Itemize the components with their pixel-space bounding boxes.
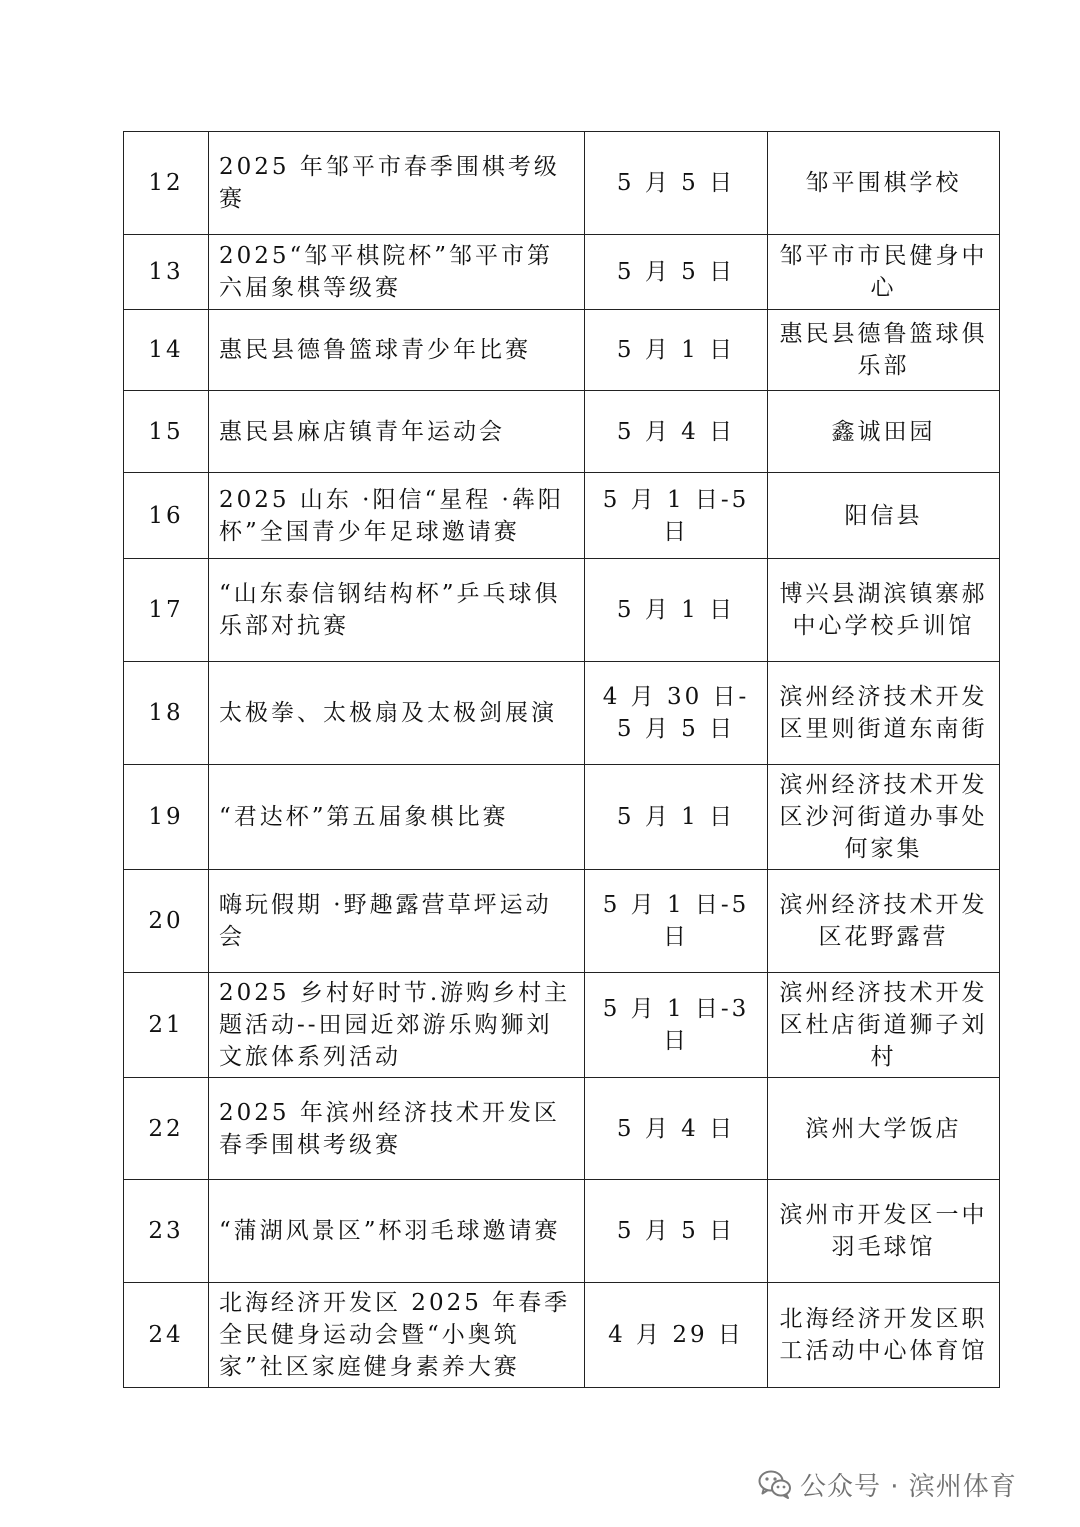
event-venue: 北海经济开发区职工活动中心体育馆 <box>768 1283 1000 1388</box>
event-name: 北海经济开发区 2025 年春季全民健身运动会暨“小奥筑家”社区家庭健身素养大赛 <box>209 1283 585 1388</box>
table-row <box>124 765 1000 870</box>
event-name: “山东泰信钢结构杯”乒乓球俱乐部对抗赛 <box>209 559 585 662</box>
event-name: 嗨玩假期 ·野趣露营草坪运动会 <box>209 870 585 973</box>
table-row <box>124 559 1000 662</box>
event-venue: 惠民县德鲁篮球俱乐部 <box>768 310 1000 391</box>
event-name: 太极拳、太极扇及太极剑展演 <box>209 662 585 765</box>
event-name: 2025 乡村好时节.游购乡村主题活动--田园近郊游乐购狮刘文旅体系列活动 <box>209 973 585 1078</box>
event-venue: 滨州经济技术开发区里则街道东南街 <box>768 662 1000 765</box>
event-date: 5 月 5 日 <box>585 132 768 235</box>
event-name: 2025“邹平棋院杯”邹平市第六届象棋等级赛 <box>209 235 585 310</box>
event-date: 5 月 4 日 <box>585 391 768 473</box>
event-date: 4 月 29 日 <box>585 1283 768 1388</box>
row-number: 23 <box>124 1180 209 1283</box>
table-row <box>124 870 1000 973</box>
event-date: 5 月 5 日 <box>585 1180 768 1283</box>
event-venue: 博兴县湖滨镇寨郝中心学校乒训馆 <box>768 559 1000 662</box>
row-number: 12 <box>124 132 209 235</box>
event-venue: 邹平围棋学校 <box>768 132 1000 235</box>
table-row <box>124 132 1000 235</box>
row-number: 20 <box>124 870 209 973</box>
event-name: 2025 山东 ·阳信“星程 ·犇阳杯”全国青少年足球邀请赛 <box>209 473 585 559</box>
table-row <box>124 310 1000 391</box>
event-date: 5 月 1 日 <box>585 765 768 870</box>
row-number: 22 <box>124 1078 209 1180</box>
event-venue: 滨州大学饭店 <box>768 1078 1000 1180</box>
event-date: 5 月 5 日 <box>585 235 768 310</box>
event-date: 5 月 1 日 <box>585 310 768 391</box>
table-row <box>124 973 1000 1078</box>
row-number: 16 <box>124 473 209 559</box>
row-number: 24 <box>124 1283 209 1388</box>
event-venue: 滨州市开发区一中羽毛球馆 <box>768 1180 1000 1283</box>
watermark-text: 公众号 · 滨州体育 <box>800 1471 1017 1502</box>
row-number: 19 <box>124 765 209 870</box>
event-venue: 滨州经济技术开发区杜店街道狮子刘村 <box>768 973 1000 1078</box>
events-table <box>123 131 1000 1388</box>
table-row <box>124 391 1000 473</box>
event-date: 4 月 30 日-5 月 5 日 <box>585 662 768 765</box>
table-row <box>124 662 1000 765</box>
table-row <box>124 1180 1000 1283</box>
table-row <box>124 1283 1000 1388</box>
wechat-icon <box>758 1469 792 1499</box>
event-name: 惠民县德鲁篮球青少年比赛 <box>209 310 585 391</box>
event-name: “蒲湖风景区”杯羽毛球邀请赛 <box>209 1180 585 1283</box>
event-date: 5 月 4 日 <box>585 1078 768 1180</box>
row-number: 15 <box>124 391 209 473</box>
table-row <box>124 1078 1000 1180</box>
row-number: 13 <box>124 235 209 310</box>
events-table-body <box>124 132 1000 1388</box>
table-row <box>124 473 1000 559</box>
event-name: “君达杯”第五届象棋比赛 <box>209 765 585 870</box>
event-venue: 邹平市市民健身中心 <box>768 235 1000 310</box>
row-number: 14 <box>124 310 209 391</box>
event-name: 2025 年邹平市春季围棋考级赛 <box>209 132 585 235</box>
event-date: 5 月 1 日-5 日 <box>585 473 768 559</box>
row-number: 17 <box>124 559 209 662</box>
event-venue: 滨州经济技术开发区花野露营 <box>768 870 1000 973</box>
event-name: 2025 年滨州经济技术开发区春季围棋考级赛 <box>209 1078 585 1180</box>
event-venue: 阳信县 <box>768 473 1000 559</box>
row-number: 21 <box>124 973 209 1078</box>
event-venue: 鑫诚田园 <box>768 391 1000 473</box>
event-date: 5 月 1 日-3 日 <box>585 973 768 1078</box>
event-date: 5 月 1 日-5 日 <box>585 870 768 973</box>
event-name: 惠民县麻店镇青年运动会 <box>209 391 585 473</box>
event-venue: 滨州经济技术开发区沙河街道办事处何家集 <box>768 765 1000 870</box>
event-date: 5 月 1 日 <box>585 559 768 662</box>
table-row <box>124 235 1000 310</box>
row-number: 18 <box>124 662 209 765</box>
wechat-watermark <box>758 1466 1017 1502</box>
